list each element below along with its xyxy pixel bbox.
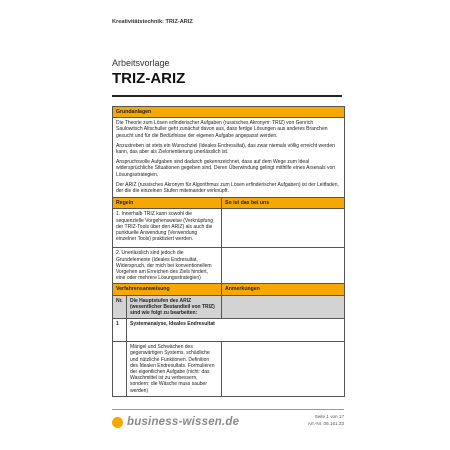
grundlagen-paragraph: Anspruchsvolle Aufgaben sind dadurch gekennzeichnet, dass auf dem Wege zum Ideal widersprüchliche Situationen gegeben sind. Deren Überwindung gelingt mithilfe eines Arsenals von Lösungsstrategien. xyxy=(116,159,336,178)
grundlagen-heading: Grundanlagen xyxy=(113,107,345,118)
grundlagen-header-row xyxy=(113,107,345,118)
worksheet-table xyxy=(112,106,345,397)
regeln-heading: Regeln xyxy=(113,198,222,209)
document-page xyxy=(82,0,372,450)
regeln-header-row xyxy=(113,198,345,209)
regeln-notes-cell[interactable] xyxy=(222,209,345,248)
brand-logo: business-wissen.de xyxy=(127,416,240,428)
regeln-row xyxy=(113,248,345,284)
grundlagen-body xyxy=(113,118,345,198)
step-number: 1 xyxy=(113,319,127,342)
column-main-label: Die Hauptstufen des ARIZ (wesentlicher Bestandteil von TRIZ) sind wie folgt zu bearbeiten: xyxy=(127,295,222,319)
regeln-notes-cell[interactable] xyxy=(222,248,345,284)
grundlagen-paragraph: Die Theorie zum Lösen erfinderischer Aufgaben (russisches Akronym: TRIZ) von Genrich Saulowitsch Altschuller geht zunächst davon aus, dass fertige Lösungen aus anderes Branchen gesucht und für die Bedürfnisse der eigenen Aufgabe angepasst werden. xyxy=(116,120,328,139)
grundlagen-paragraph: Anzustreben ist stets ein Wunschziel (Ideales Endresultat), das zwar niemals völlig erreicht werden kann, das aber als Zielorientierung unerlässlich ist. xyxy=(116,142,335,156)
column-notes-header xyxy=(222,295,345,319)
grundlagen-paragraph: Der ARIZ (russisches Akronym für Algorithmus zum Lösen erfinderischer Aufgaben) ist der Leitfaden, der die die einzelnen Stufen miteinander verknüpft. xyxy=(116,181,339,195)
step-detail-nr-cell xyxy=(113,342,127,397)
step-title: Systemanalyse, Ideales Endresultat xyxy=(127,319,345,342)
grundlagen-body-row xyxy=(113,118,345,198)
verfahren-heading-right: Anmerkungen xyxy=(222,284,345,295)
document-title: TRIZ-ARIZ xyxy=(112,70,186,87)
verfahren-step-detail-row xyxy=(113,342,345,397)
document-category: Kreativitätstechnik: TRIZ-ARIZ xyxy=(112,19,193,25)
verfahren-heading: Verfahrensanweisung xyxy=(113,284,222,295)
verfahren-step-row xyxy=(113,319,345,342)
regeln-item: 2. Unerlässlich sind jedoch die Grundelemente (Ideales Endresultat, Widerspruch, der mich bei konventionellem Vorgehen am Erreichen des Ziels hindert, eine oder mehrere Lösungsstrategien) xyxy=(113,248,222,284)
step-notes-cell[interactable] xyxy=(222,342,345,397)
step-detail-text: Mängel und Schwächen des gegenwärtigen Systems, schädliche und nützliche Funktionen. Definition des Idealen Endresultats. Formulieren der eigentlichen Aufgabe (nicht: das Waschmittel ist zu verbessern, sondern: die Wäsche muss sauber werden) xyxy=(127,342,222,397)
regeln-row xyxy=(113,209,345,248)
footer-divider xyxy=(112,409,344,410)
article-number: Art.-Nr. 06.161.33 xyxy=(307,421,344,426)
title-divider xyxy=(112,95,342,97)
regeln-heading-right: So ist das bei uns xyxy=(222,198,345,209)
regeln-item: 1. Innerhalb TRIZ kann sowohl die sequenzielle Vorgehensweise (Verknüpfung der TRIZ-Tools über den ARIZ) als auch die punktuelle Anwendung (Verwendung einzelner Tools) praktiziert werden. xyxy=(113,209,222,248)
document-subtitle: Arbeitsvorlage xyxy=(112,58,170,68)
verfahren-header-row xyxy=(113,284,345,295)
column-nr-label: Nr. xyxy=(113,295,127,319)
verfahren-column-header-row xyxy=(113,295,345,319)
logo-dot-icon xyxy=(112,417,123,428)
page-number: Seite 1 von 17 xyxy=(314,414,344,419)
